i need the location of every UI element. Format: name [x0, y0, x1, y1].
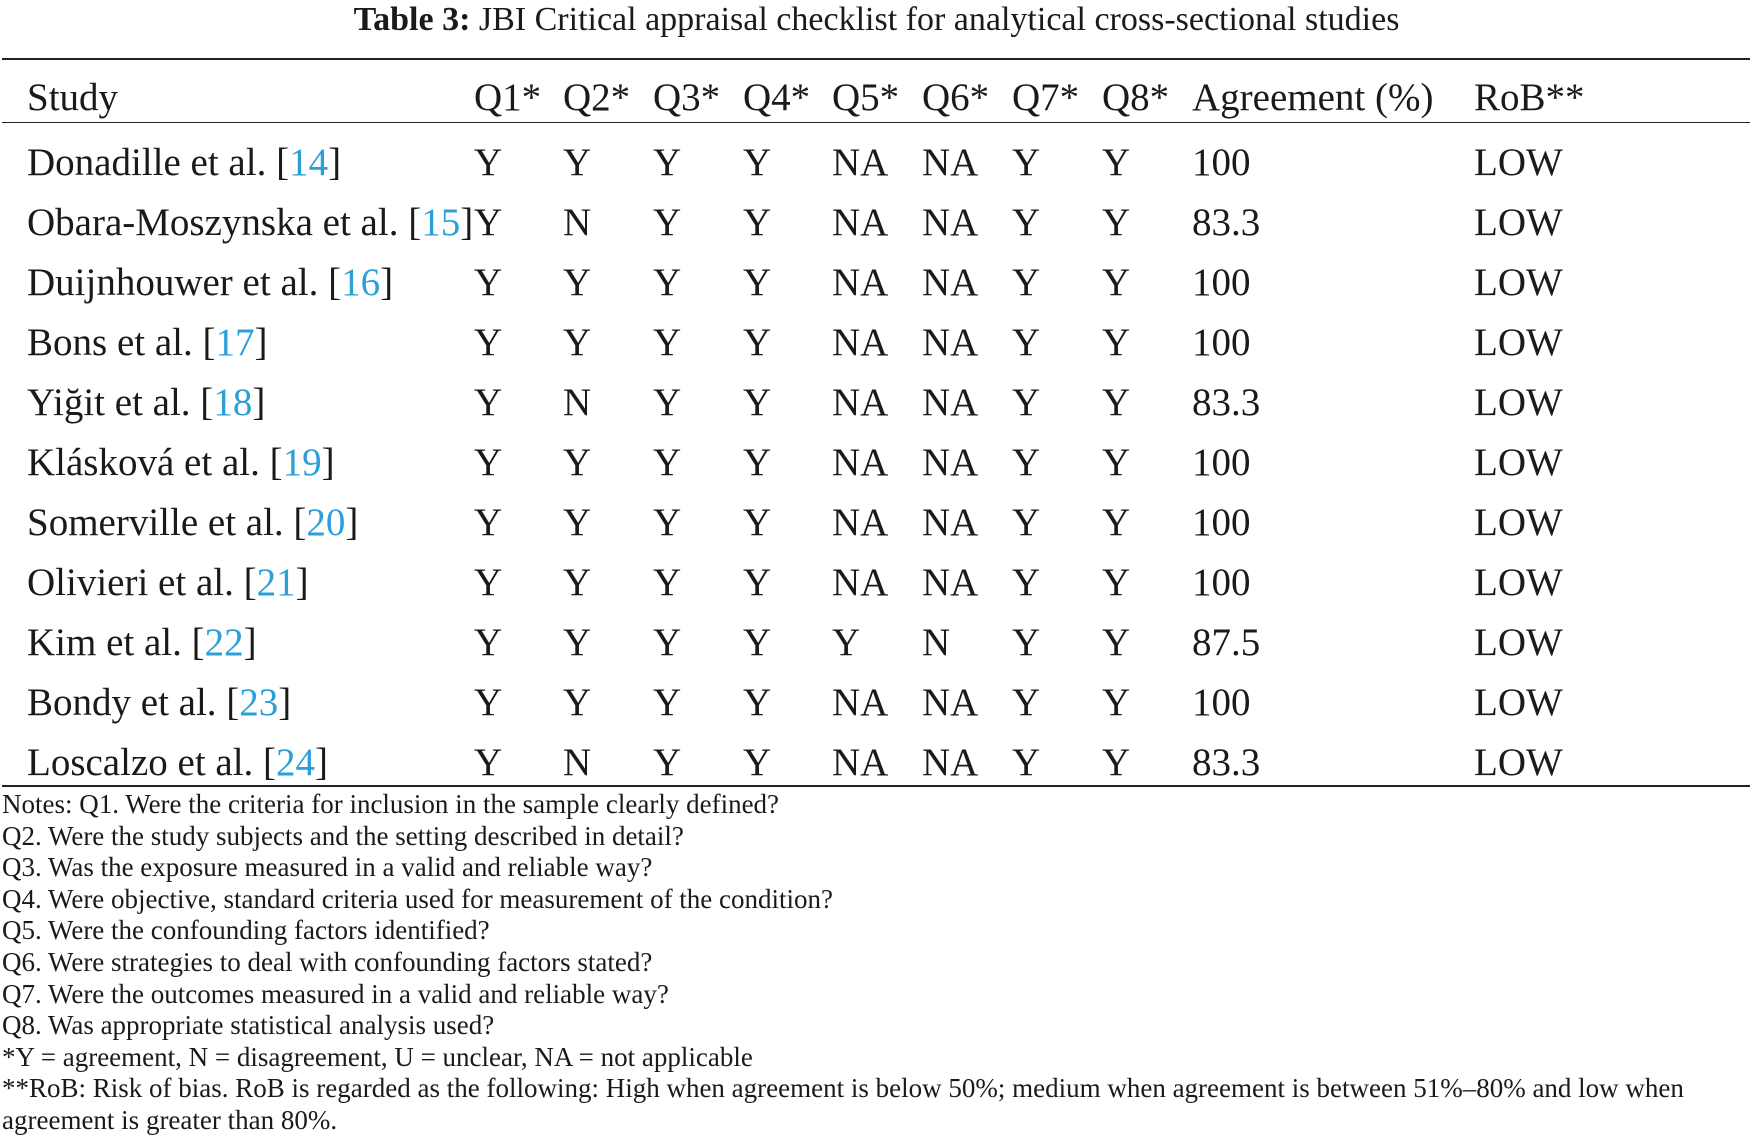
header-rob: RoB** [1474, 75, 1585, 119]
study-name: Kim et al. [ [27, 620, 205, 664]
note-line: Q2. Were the study subjects and the setting described in detail? [2, 820, 684, 851]
study-name: Obara-Moszynska et al. [ [27, 200, 422, 244]
q2-cell: Y [563, 620, 592, 664]
q5-cell: NA [832, 440, 889, 484]
appraisal-table [2, 66, 1750, 792]
q7-cell: Y [1012, 620, 1041, 664]
q3-cell: Y [653, 200, 682, 244]
q2-cell: Y [563, 140, 592, 184]
q6-cell: NA [922, 260, 979, 304]
citation-link[interactable]: 22 [204, 620, 244, 664]
header-q1: Q1* [474, 75, 542, 119]
agreement-cell: 100 [1192, 320, 1251, 364]
q8-cell: Y [1102, 440, 1131, 484]
agreement-cell: 100 [1192, 140, 1251, 184]
study-name: Donadille et al. [ [27, 140, 290, 184]
rob-cell: LOW [1474, 620, 1563, 664]
q7-cell: Y [1012, 560, 1041, 604]
study-cell [2, 372, 474, 432]
citation-link[interactable]: 15 [421, 200, 461, 244]
q3-cell: Y [653, 740, 682, 784]
study-name: Yiğit et al. [ [27, 380, 214, 424]
q2-cell: N [563, 740, 592, 784]
q3-cell: Y [653, 380, 682, 424]
citation-link[interactable]: 21 [256, 560, 296, 604]
citation-bracket: ] [252, 380, 266, 424]
table-caption [0, 0, 1753, 40]
q2-cell: Y [563, 320, 592, 364]
header-q6: Q6* [922, 75, 990, 119]
table-row [2, 432, 1750, 492]
agreement-cell: 87.5 [1192, 620, 1261, 664]
q4-cell: Y [743, 620, 772, 664]
study-cell [2, 128, 474, 192]
q5-cell: NA [832, 320, 889, 364]
agreement-cell: 83.3 [1192, 200, 1261, 244]
q3-cell: Y [653, 140, 682, 184]
q8-cell: Y [1102, 500, 1131, 544]
q6-cell: NA [922, 380, 979, 424]
table-row [2, 312, 1750, 372]
q6-cell: NA [922, 500, 979, 544]
q4-cell: Y [743, 380, 772, 424]
citation-bracket: ] [278, 680, 292, 724]
q8-cell: Y [1102, 200, 1131, 244]
table-caption-label: Table 3: [353, 1, 471, 38]
q1-cell: Y [474, 380, 503, 424]
q1-cell: Y [474, 200, 503, 244]
q2-cell: Y [563, 560, 592, 604]
rob-cell: LOW [1474, 200, 1563, 244]
q5-cell: NA [832, 260, 889, 304]
q1-cell: Y [474, 620, 503, 664]
study-name: Somerville et al. [ [27, 500, 307, 544]
q3-cell: Y [653, 320, 682, 364]
rob-cell: LOW [1474, 320, 1563, 364]
q1-cell: Y [474, 500, 503, 544]
q2-cell: Y [563, 440, 592, 484]
q4-cell: Y [743, 200, 772, 244]
q3-cell: Y [653, 260, 682, 304]
q6-cell: NA [922, 680, 979, 724]
citation-bracket: ] [243, 620, 257, 664]
study-name: Bondy et al. [ [27, 680, 240, 724]
note-line: **RoB: Risk of bias. RoB is regarded as the following: High when agreement is below 50%; medium when agreement is between 51%–80% and low when agreement is greater than 80%. [2, 1073, 1684, 1135]
agreement-cell: 100 [1192, 440, 1251, 484]
agreement-cell: 100 [1192, 680, 1251, 724]
q3-cell: Y [653, 680, 682, 724]
q7-cell: Y [1012, 740, 1041, 784]
q5-cell: NA [832, 560, 889, 604]
header-q4: Q4* [743, 75, 811, 119]
study-name: Duijnhouwer et al. [ [27, 260, 342, 304]
q7-cell: Y [1012, 500, 1041, 544]
table-row [2, 128, 1750, 192]
note-line: *Y = agreement, N = disagreement, U = unclear, NA = not applicable [2, 1041, 753, 1072]
note-line: Q6. Were strategies to deal with confounding factors stated? [2, 946, 653, 977]
q4-cell: Y [743, 260, 772, 304]
q3-cell: Y [653, 620, 682, 664]
q4-cell: Y [743, 740, 772, 784]
table-row [2, 612, 1750, 672]
q1-cell: Y [474, 320, 503, 364]
q6-cell: NA [922, 740, 979, 784]
citation-link[interactable]: 19 [282, 440, 322, 484]
agreement-cell: 100 [1192, 260, 1251, 304]
agreement-cell: 83.3 [1192, 740, 1261, 784]
q1-cell: Y [474, 260, 503, 304]
table-row [2, 192, 1750, 252]
q7-cell: Y [1012, 380, 1041, 424]
note-line: Notes: Q1. Were the criteria for inclusion in the sample clearly defined? [2, 789, 780, 819]
study-cell [2, 252, 474, 312]
q8-cell: Y [1102, 140, 1131, 184]
q2-cell: Y [563, 260, 592, 304]
q1-cell: Y [474, 740, 503, 784]
rob-cell: LOW [1474, 260, 1563, 304]
header-study: Study [27, 75, 119, 119]
citation-bracket: ] [315, 740, 329, 784]
q5-cell: NA [832, 740, 889, 784]
q8-cell: Y [1102, 380, 1131, 424]
table-row [2, 492, 1750, 552]
q3-cell: Y [653, 500, 682, 544]
study-cell [2, 612, 474, 672]
q7-cell: Y [1012, 140, 1041, 184]
header-q2: Q2* [563, 75, 631, 119]
table-notes [2, 789, 1750, 1137]
rob-cell: LOW [1474, 380, 1563, 424]
table-row [2, 552, 1750, 612]
citation-bracket: ] [295, 560, 309, 604]
citation-link[interactable]: 24 [276, 740, 316, 784]
note-line: Q4. Were objective, standard criteria used for measurement of the condition? [2, 883, 834, 914]
study-cell [2, 312, 474, 372]
rob-cell: LOW [1474, 500, 1563, 544]
table-row [2, 252, 1750, 312]
rob-cell: LOW [1474, 440, 1563, 484]
q5-cell: NA [832, 500, 889, 544]
table-header-row [2, 66, 1750, 128]
q1-cell: Y [474, 680, 503, 724]
q6-cell: NA [922, 560, 979, 604]
q8-cell: Y [1102, 620, 1131, 664]
study-cell [2, 672, 474, 732]
q7-cell: Y [1012, 260, 1041, 304]
q5-cell: NA [832, 200, 889, 244]
q4-cell: Y [743, 560, 772, 604]
q4-cell: Y [743, 320, 772, 364]
agreement-cell: 83.3 [1192, 380, 1261, 424]
q8-cell: Y [1102, 740, 1131, 784]
q8-cell: Y [1102, 560, 1131, 604]
study-cell [2, 552, 474, 612]
citation-link[interactable]: 16 [341, 260, 381, 304]
table-top-rule [2, 58, 1750, 60]
study-name: Olivieri et al. [ [27, 560, 257, 604]
citation-bracket: ] [321, 440, 335, 484]
q2-cell: Y [563, 500, 592, 544]
table-body [2, 128, 1750, 792]
rob-cell: LOW [1474, 680, 1563, 724]
citation-bracket: ] [460, 200, 474, 244]
header-q5: Q5* [832, 75, 900, 119]
rob-cell: LOW [1474, 140, 1563, 184]
citation-bracket: ] [345, 500, 359, 544]
q1-cell: Y [474, 140, 503, 184]
header-q7: Q7* [1012, 75, 1080, 119]
q6-cell: NA [922, 320, 979, 364]
q2-cell: N [563, 200, 592, 244]
q6-cell: NA [922, 440, 979, 484]
citation-bracket: ] [380, 260, 394, 304]
agreement-cell: 100 [1192, 560, 1251, 604]
study-cell [2, 432, 474, 492]
agreement-cell: 100 [1192, 500, 1251, 544]
citation-bracket: ] [254, 320, 268, 364]
table-row [2, 672, 1750, 732]
study-name: Klásková et al. [ [27, 440, 283, 484]
q5-cell: NA [832, 140, 889, 184]
note-line: Q8. Was appropriate statistical analysis used? [2, 1010, 495, 1041]
q7-cell: Y [1012, 200, 1041, 244]
citation-link[interactable]: 20 [306, 500, 346, 544]
study-cell [2, 732, 474, 792]
q8-cell: Y [1102, 260, 1131, 304]
q5-cell: NA [832, 380, 889, 424]
note-line: Q5. Were the confounding factors identified? [2, 915, 490, 946]
study-cell [2, 192, 474, 252]
q3-cell: Y [653, 560, 682, 604]
q4-cell: Y [743, 680, 772, 724]
q8-cell: Y [1102, 320, 1131, 364]
rob-cell: LOW [1474, 560, 1563, 604]
q5-cell: NA [832, 680, 889, 724]
q7-cell: Y [1012, 440, 1041, 484]
q1-cell: Y [474, 440, 503, 484]
rob-cell: LOW [1474, 740, 1563, 784]
citation-link[interactable]: 17 [215, 320, 255, 364]
citation-link[interactable]: 23 [239, 680, 279, 724]
header-agreement: Agreement (%) [1192, 75, 1434, 119]
study-name: Loscalzo et al. [ [27, 740, 277, 784]
header-q3: Q3* [653, 75, 721, 119]
table-row [2, 732, 1750, 792]
q2-cell: Y [563, 680, 592, 724]
q4-cell: Y [743, 500, 772, 544]
citation-bracket: ] [328, 140, 342, 184]
q8-cell: Y [1102, 680, 1131, 724]
q6-cell: NA [922, 200, 979, 244]
q7-cell: Y [1012, 680, 1041, 724]
note-line: Q7. Were the outcomes measured in a valid and reliable way? [2, 978, 669, 1009]
q6-cell: N [922, 620, 951, 664]
q5-cell: Y [832, 620, 861, 664]
study-name: Bons et al. [ [27, 320, 216, 364]
q7-cell: Y [1012, 320, 1041, 364]
q1-cell: Y [474, 560, 503, 604]
note-line: Q3. Was the exposure measured in a valid and reliable way? [2, 852, 653, 883]
citation-link[interactable]: 14 [289, 140, 329, 184]
q2-cell: N [563, 380, 592, 424]
table-caption-text: JBI Critical appraisal checklist for analytical cross-sectional studies [478, 1, 1400, 38]
q4-cell: Y [743, 140, 772, 184]
header-q8: Q8* [1102, 75, 1170, 119]
table-row [2, 372, 1750, 432]
citation-link[interactable]: 18 [213, 380, 253, 424]
q3-cell: Y [653, 440, 682, 484]
q4-cell: Y [743, 440, 772, 484]
q6-cell: NA [922, 140, 979, 184]
study-cell [2, 492, 474, 552]
